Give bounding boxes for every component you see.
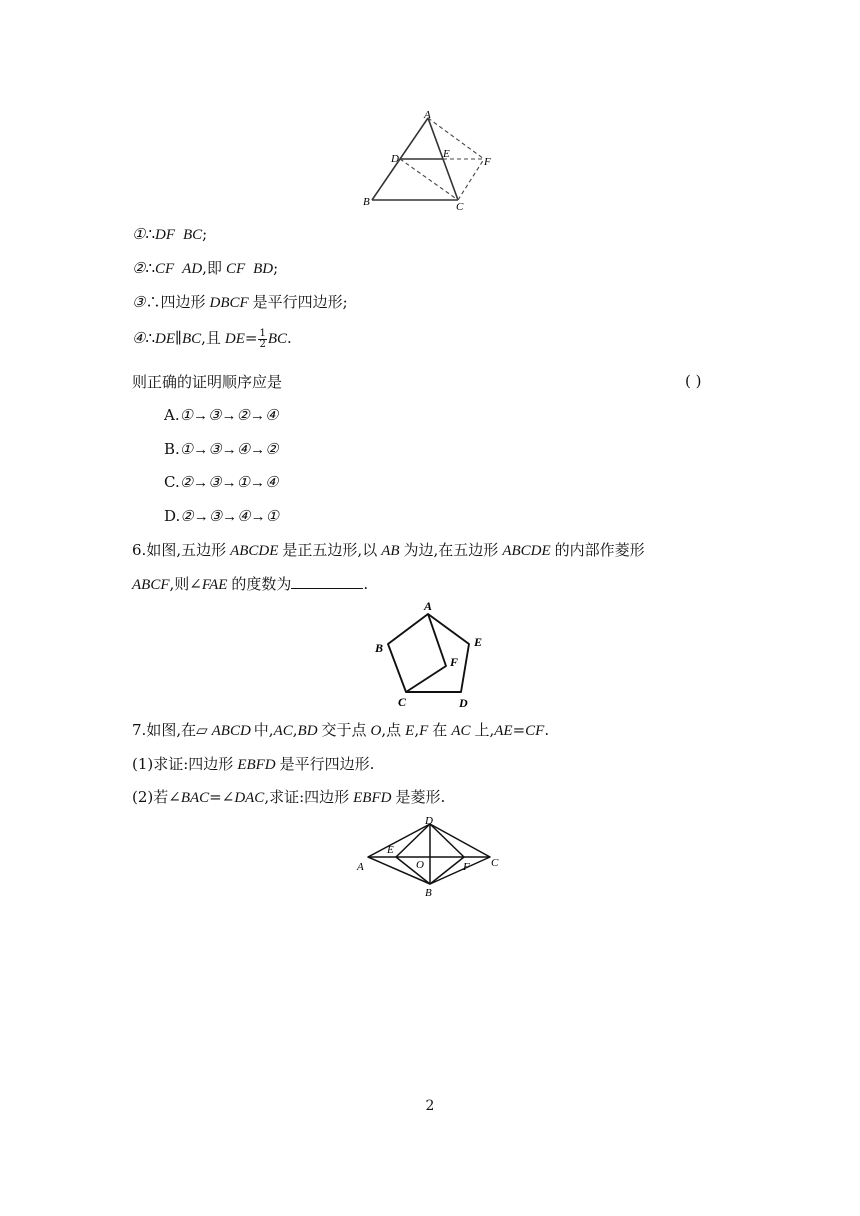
- pentagon-figure: [370, 596, 492, 710]
- dashed-dc: [400, 159, 458, 200]
- pentagon-abcde: [388, 614, 469, 692]
- label-c: C: [398, 695, 407, 709]
- step-1-therefore: ∴: [145, 225, 155, 243]
- label-a: A: [424, 110, 431, 121]
- label-c: C: [456, 201, 464, 212]
- step-3-number: ③: [132, 295, 146, 311]
- triangle-figure: [360, 110, 500, 212]
- step-2: ②∴CF AD,即 CF BD;: [132, 259, 279, 277]
- step-1: ①∴DF BC;: [132, 225, 208, 243]
- step-4: ④∴DE∥BC,且 DE= $\frac{1}{2}$ BC.: [132, 327, 292, 350]
- option-c[interactable]: C.②→③→①→④: [164, 473, 279, 491]
- page-number: 2: [425, 1098, 435, 1114]
- label-b: B: [425, 887, 432, 899]
- step-2-number: ②: [132, 261, 146, 277]
- answer-blank[interactable]: [291, 574, 363, 589]
- label-a: A: [357, 861, 364, 873]
- label-a: A: [424, 599, 433, 613]
- question-7-line-1: 7.如图,在▱ ABCD 中,AC,BD 交于点 O,点 E,F 在 AC 上,AE=CF.: [132, 721, 550, 739]
- dashed-cf: [458, 159, 484, 200]
- label-c: C: [491, 857, 499, 869]
- question-6-line-2: ABCF,则∠FAE 的度数为 .: [132, 575, 369, 593]
- question-text: 则正确的证明顺序应是: [132, 373, 283, 391]
- step-3: ③∴四边形 DBCF 是平行四边形;: [132, 293, 348, 311]
- label-b: B: [363, 196, 370, 208]
- question-7-part-2: (2)若∠BAC=∠DAC,求证:四边形 EBFD 是菱形.: [132, 788, 446, 806]
- question-6-line-1: 6.如图,五边形 ABCDE 是正五边形,以 AB 为边,在五边形 ABCDE 的内部作菱形: [132, 541, 645, 559]
- label-e: E: [474, 635, 483, 649]
- parallelogram-figure: [352, 814, 508, 900]
- label-d: D: [425, 815, 433, 827]
- fraction-one-half: $\frac{1}{2}$: [259, 327, 266, 350]
- label-o: O: [416, 859, 424, 871]
- label-f: F: [450, 655, 459, 669]
- label-d: D: [391, 153, 399, 165]
- label-d: D: [459, 696, 468, 710]
- option-a[interactable]: A.①→③→②→④: [164, 406, 279, 424]
- step-4-number: ④: [132, 331, 146, 347]
- dashed-af: [428, 118, 484, 159]
- option-d[interactable]: D.②→③→④→①: [164, 507, 280, 525]
- label-f: F: [484, 156, 491, 168]
- question-7-part-1: (1)求证:四边形 EBFD 是平行四边形.: [132, 755, 375, 773]
- step-1-number: ①: [132, 227, 146, 243]
- label-e: E: [387, 844, 394, 856]
- option-b[interactable]: B.①→③→④→②: [164, 440, 279, 458]
- answer-bracket: ( ): [685, 372, 702, 390]
- label-b: B: [375, 641, 384, 655]
- label-f: F: [463, 861, 470, 873]
- label-e: E: [443, 148, 450, 160]
